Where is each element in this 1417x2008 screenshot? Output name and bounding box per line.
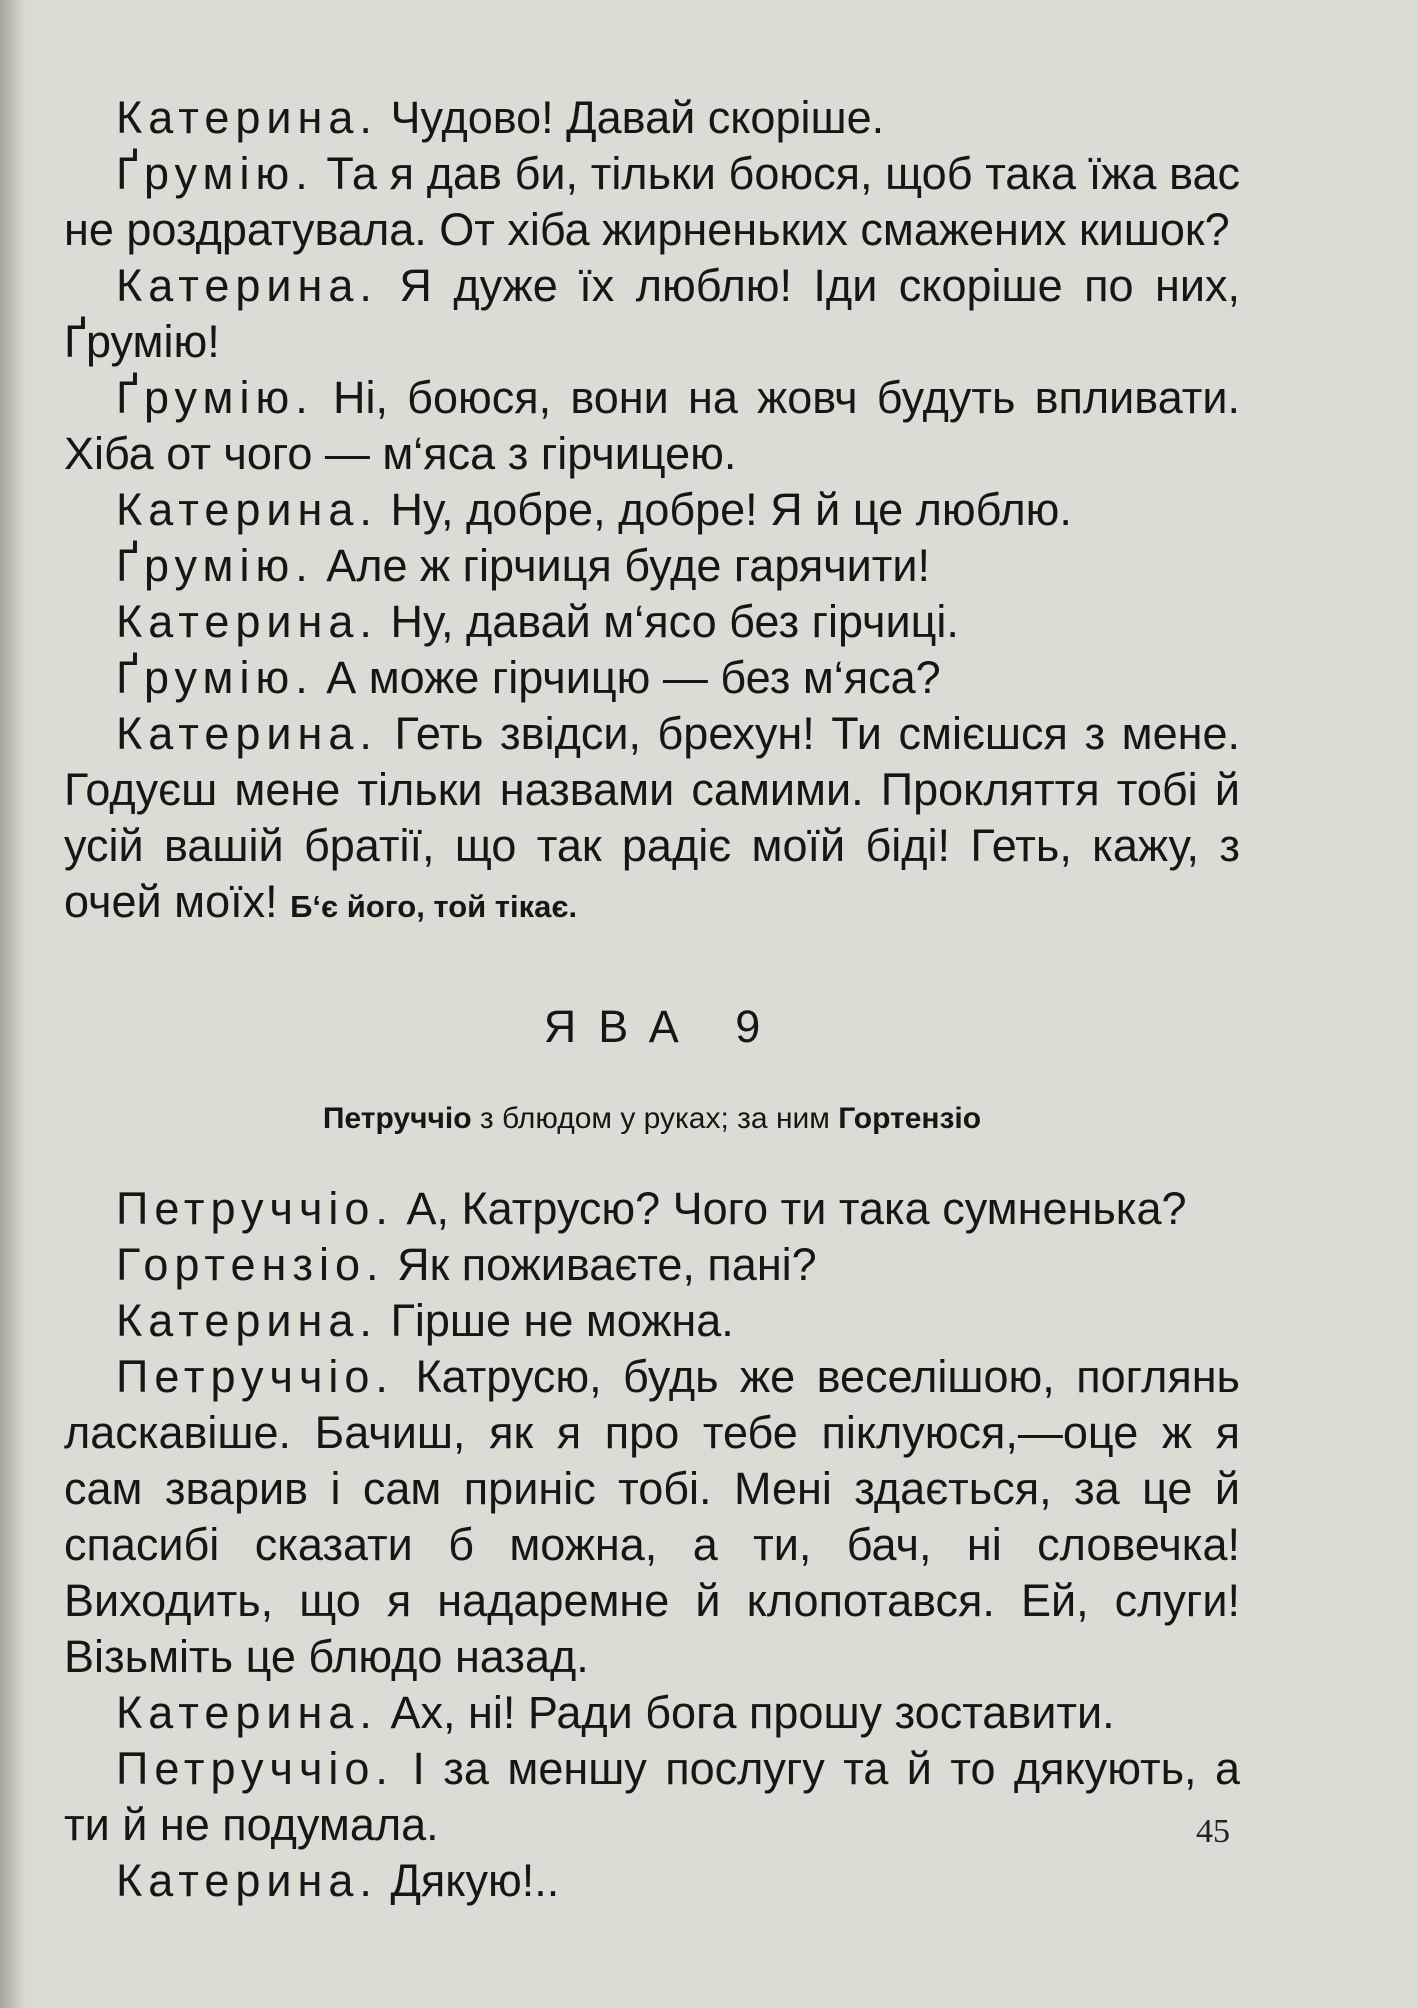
speaker-name: Катерина. [116,1687,378,1738]
speaker-name: Ґрумію. [116,652,314,703]
speaker-name: Катерина. [116,260,378,311]
character-name: Петруччіо [322,1102,472,1135]
line-text: Як поживаєте, пані? [397,1239,817,1290]
speaker-name: Катерина. [116,1295,378,1346]
page-edge-shadow [0,0,26,2008]
line-text: Ну, давай м‘ясо без гірчиці. [390,596,959,647]
line-text: І за меншу послугу та й то дякують, а ти й не подумала. [64,1743,1240,1850]
line-text: А, Катрусю? Чого ти така сумненька? [406,1183,1187,1234]
line-text: Та я дав би, тільки боюся, щоб така їжа вас не роздратувала. От хіба жирненьких смажених кишок? [64,148,1240,255]
scene-heading: ЯВА 9 [543,1001,783,1052]
speaker-name: Катерина. [116,708,378,759]
dialogue-line [64,538,1240,594]
speaker-name: Петруччіо. [116,1183,394,1234]
line-text: Гірше не можна. [390,1295,734,1346]
line-text: Катрусю, будь же веселішою, поглянь ласкавіше. Бачиш, як я про тебе піклуюся,—оце ж я сам зварив і сам приніс тобі. Мені здається, за це й спасибі сказати б можна, а ти, бач, ні словечка! Виходить, що я надаремне й клопотався. Ей, слуги! Візьміть це блюдо назад. [64,1351,1240,1682]
speaker-name: Ґрумію. [116,148,314,199]
dialogue-line [64,1685,1240,1741]
line-text: Ну, добре, добре! Я й це люблю. [390,484,1072,535]
dialogue-line [64,1741,1240,1853]
line-text: А може гірчицю — без м‘яса? [326,652,941,703]
dialogue-line [64,1853,1240,1909]
speaker-name: Петруччіо. [116,1351,394,1402]
dialogue-line [64,370,1240,482]
speaker-name: Катерина. [116,484,378,535]
dialogue-line [64,90,1240,146]
line-text: Ах, ні! Ради бога прошу зоставити. [390,1687,1115,1738]
dialogue-line [64,482,1240,538]
dialogue-line [64,146,1240,258]
dialogue-line [64,1181,1240,1237]
line-text: Але ж гірчиця буде гарячити! [326,540,931,591]
line-text: Дякую!.. [390,1855,560,1906]
speaker-name: Ґрумію. [116,540,314,591]
line-text: Я дуже їх люблю! Іди скоріше по них, Ґрумію! [64,260,1240,367]
speaker-name: Катерина. [116,92,378,143]
speaker-name: Гортензіо. [116,1239,385,1290]
dialogue-line [64,650,1240,706]
character-name: Гортензіо [838,1102,982,1135]
speaker-name: Катерина. [116,1855,378,1906]
line-text: Геть звідси, брехун! Ти смієшся з мене. Годуєш мене тільки назвами самими. Прокляття тобі й усій вашій братії, що так радіє моїй біді! Геть, кажу, з очей моїх! [64,708,1240,927]
speaker-name: Ґрумію. [116,372,314,423]
dialogue-line [64,1237,1240,1293]
book-page [64,90,1240,1909]
dialogue-line [64,706,1240,935]
direction-text: з блюдом у руках; за ним [479,1102,830,1135]
speaker-name: Катерина. [116,596,378,647]
line-text: Ні, боюся, вони на жовч будуть впливати. Хіба от чого — м‘яса з гірчицею. [64,372,1240,479]
stage-remark: Б‘є його, той тікає. [290,889,578,924]
line-text: Чудово! Давай скоріше. [390,92,885,143]
dialogue-line [64,258,1240,370]
page-number: 45 [1196,1813,1230,1850]
dialogue-line [64,1349,1240,1685]
stage-direction [64,1099,1240,1139]
dialogue-line [64,594,1240,650]
dialogue-line [64,1293,1240,1349]
speaker-name: Петруччіо. [116,1743,394,1794]
